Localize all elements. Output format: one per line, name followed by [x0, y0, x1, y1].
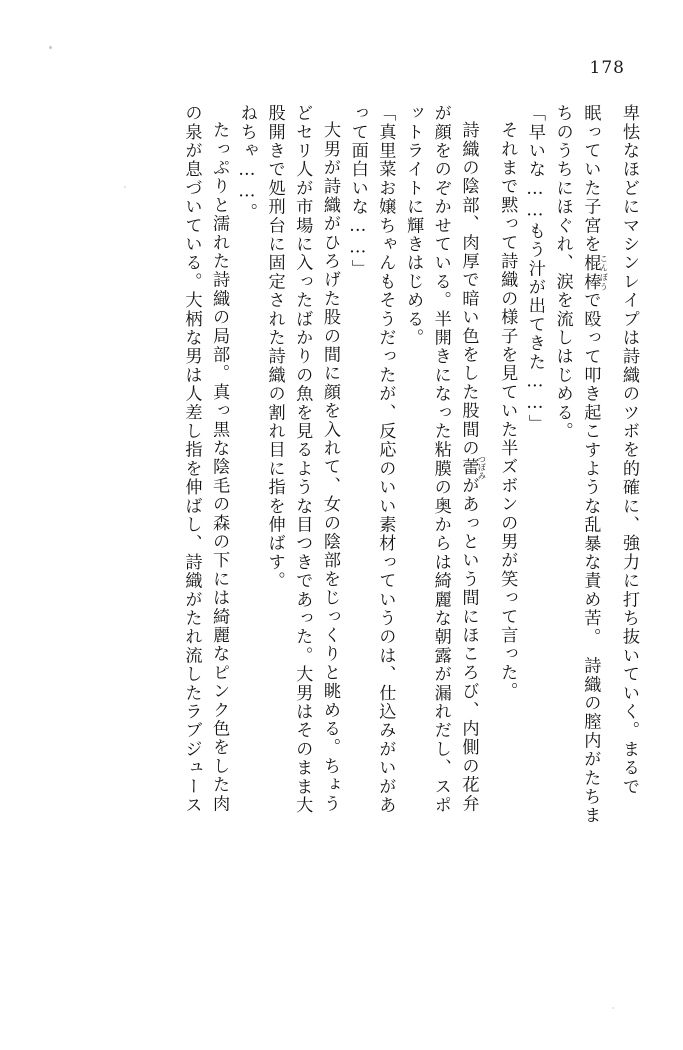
- ruby-annotation: 蕾 つぼみ: [458, 454, 488, 480]
- page-number: 178: [589, 58, 625, 78]
- text-column: それまで黙って詩織の様子を見ていた半ズボンの男が笑って言った。: [497, 121, 518, 701]
- text-column: の泉が息づいている。大柄な男は人差し指を伸ばし、詩織がたれ流したラブジュース: [181, 104, 202, 815]
- text-column: 詩織の陰部、肉厚で暗い色をした股間の蕾 つぼみがあっという間にほころび、内側の花弁: [458, 121, 488, 813]
- text-column: 「早いな……もう汁が出てきた……」: [524, 104, 545, 434]
- scan-speck: [124, 186, 126, 188]
- text-column: 「真里菜お嬢ちゃんもそうだったが、反応のいい素材っていうのは、仕込みがいがあ: [375, 104, 396, 815]
- scan-speck: [612, 1007, 614, 1009]
- text-column: 大男が詩織がひろげた股の間に顔を入れて、女の陰部をじっくりと眺める。ちょう: [319, 121, 340, 813]
- text-column: たっぷりと濡れた詩織の局部。真っ黒な陰毛の森の下には綺麗なピンク色をした肉: [209, 121, 230, 813]
- scan-speck: [49, 46, 52, 49]
- ruby-annotation: 棍棒 こんぼう: [580, 253, 610, 292]
- vertical-text-block: [44, 104, 637, 984]
- text-column: ねちゃ……。: [236, 104, 257, 222]
- text-column: が顔をのぞかせている。半開きになった粘膜の奥からは綺麗な朝露が漏れだし、スポ: [430, 104, 451, 815]
- text-column: って面白いな……」: [347, 104, 368, 278]
- text-column: ットライトに輝きはじめる。: [403, 104, 424, 348]
- text-column: ちのうちにほぐれ、涙を流しはじめる。: [552, 104, 573, 441]
- text-column: 眠っていた子宮を棍棒 こんぼうで殴って叩き起こすような乱暴な責め苦。 詩織の膣内がたちま: [580, 104, 610, 825]
- text-column: 卑怯なほどにマシンレイプは詩織のツボを的確に、強力に打ち抜いていく。まるで: [619, 104, 639, 796]
- text-column: 股開きで処刑台に固定された詩織の割れ目に指を伸ばす。: [264, 104, 285, 591]
- text-column: どセリ人が市場に入ったばかりの魚を見るような目つきであった。大男はそのまま大: [292, 104, 313, 815]
